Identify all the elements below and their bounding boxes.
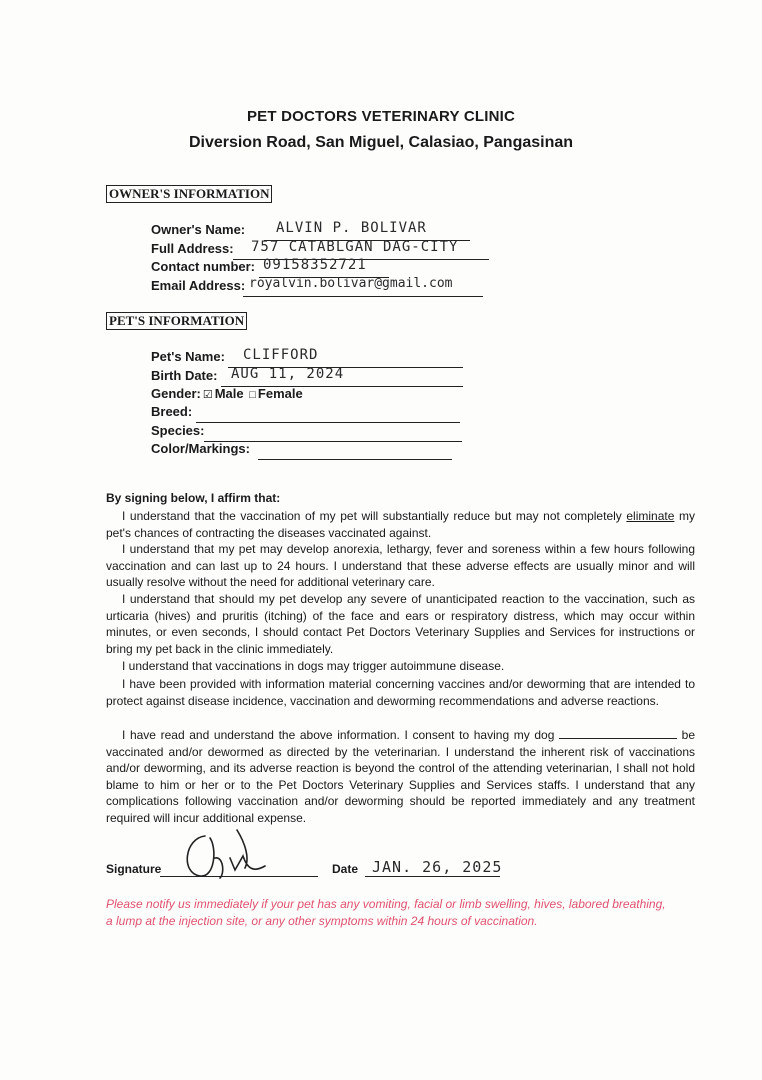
date-line[interactable] (365, 876, 500, 877)
male-checkbox-icon[interactable]: ☑ (202, 389, 213, 401)
pet-section-heading: PET'S INFORMATION (106, 312, 247, 330)
pet-breed-label: Breed: (151, 404, 193, 419)
owner-contact-value[interactable]: 09158352721 (263, 257, 367, 273)
handwritten-signature (175, 828, 275, 883)
gender-male-label: Male (214, 386, 244, 401)
affirmation-heading: By signing below, I affirm that: (106, 491, 281, 505)
pet-breed-row (151, 404, 463, 423)
owner-name-value[interactable]: ALVIN P. BOLIVAR (276, 220, 427, 236)
pet-name-value[interactable]: CLIFFORD (243, 347, 319, 363)
owner-address-label: Full Address: (151, 241, 234, 256)
pet-species-row (151, 423, 463, 442)
affirmation-paragraph-6: I have read and understand the above information. I consent to having my dog be vaccinated and/or dewormed as directed by the veterinarian. I understand the inherent risk of vaccinations and/or deworming, and its adverse reaction is beyond the control of the attending veterinarian, I shall not hold blame to him or her or to the Pet Doctors Veterinary Supplies and Services staffs. I understand that any complications following vaccination and/or deworming should be reported immediately and any treatment required will incur additional expense. (106, 728, 695, 825)
pet-gender-label: Gender: (151, 386, 201, 401)
pet-birth-value[interactable]: AUG 11, 2024 (231, 366, 345, 382)
owner-email-row (151, 278, 486, 297)
date-label: Date (332, 862, 359, 876)
owner-name-label: Owner's Name: (151, 222, 246, 237)
affirmation-paragraph-5: I have been provided with information material concerning vaccines and/or deworming that are intended to protect against disease incidence, vaccination and deworming recommendations and adverse reactions. (106, 677, 695, 708)
pet-species-label: Species: (151, 423, 205, 438)
owner-contact-label: Contact number: (151, 259, 255, 274)
female-checkbox-icon[interactable]: □ (249, 389, 256, 401)
affirmation-paragraph-4: I understand that vaccinations in dogs may trigger autoimmune disease. (122, 659, 505, 673)
date-value[interactable]: JAN. 26, 2025 (372, 858, 503, 876)
owner-address-value[interactable]: 757 CATABLGAN DAG-CITY (251, 239, 459, 255)
dog-name-blank[interactable] (559, 728, 677, 739)
pet-color-label: Color/Markings: (151, 441, 250, 456)
clinic-address: Diversion Road, San Miguel, Calasiao, Pangasinan (188, 134, 574, 151)
pet-color-line[interactable] (258, 459, 452, 460)
pet-color-row (151, 441, 453, 460)
owner-section-heading: OWNER'S INFORMATION (106, 185, 272, 203)
signature-label: Signature (106, 862, 162, 876)
vaccination-notice: Please notify us immediately if your pet has any vomiting, facial or limb swelling, hives, labored breathing, a lump at the injection site, or any other symptoms within 24 hours of vaccination. (106, 897, 666, 928)
owner-email-label: Email Address: (151, 278, 246, 293)
owner-email-line (243, 296, 483, 297)
owner-email-value[interactable]: royalvin.bolivar@gmail.com (249, 276, 453, 291)
pet-birth-row (151, 368, 466, 387)
affirmation-paragraph-3: I understand that should my pet develop any severe of unanticipated reaction to the vaccination, such as urticaria (hives) and pruritis (itching) of the face and ears or respiratory distress, which may occur within minutes, or even seconds, I should contact Pet Doctors Veterinary Supplies and Services for instructions or bring my pet back in the clinic immediately. (106, 592, 695, 656)
gender-female-label: Female (257, 386, 303, 401)
clinic-name: PET DOCTORS VETERINARY CLINIC (246, 108, 516, 125)
affirmation-paragraph-1: I understand that the vaccination of my pet will substantially reduce but may not completely eliminate my pet's chances of contracting the diseases vaccinated against. (106, 509, 695, 540)
pet-name-label: Pet's Name: (151, 349, 225, 364)
pet-birth-label: Birth Date: (151, 368, 218, 383)
affirmation-paragraph-2: I understand that my pet may develop anorexia, lethargy, fever and soreness within a few hours following vaccination and can last up to 24 hours. I understand that these adverse effects are usually minor and will usually resolve without the need for additional veterinary care. (106, 542, 695, 589)
pet-gender-row (151, 386, 303, 401)
